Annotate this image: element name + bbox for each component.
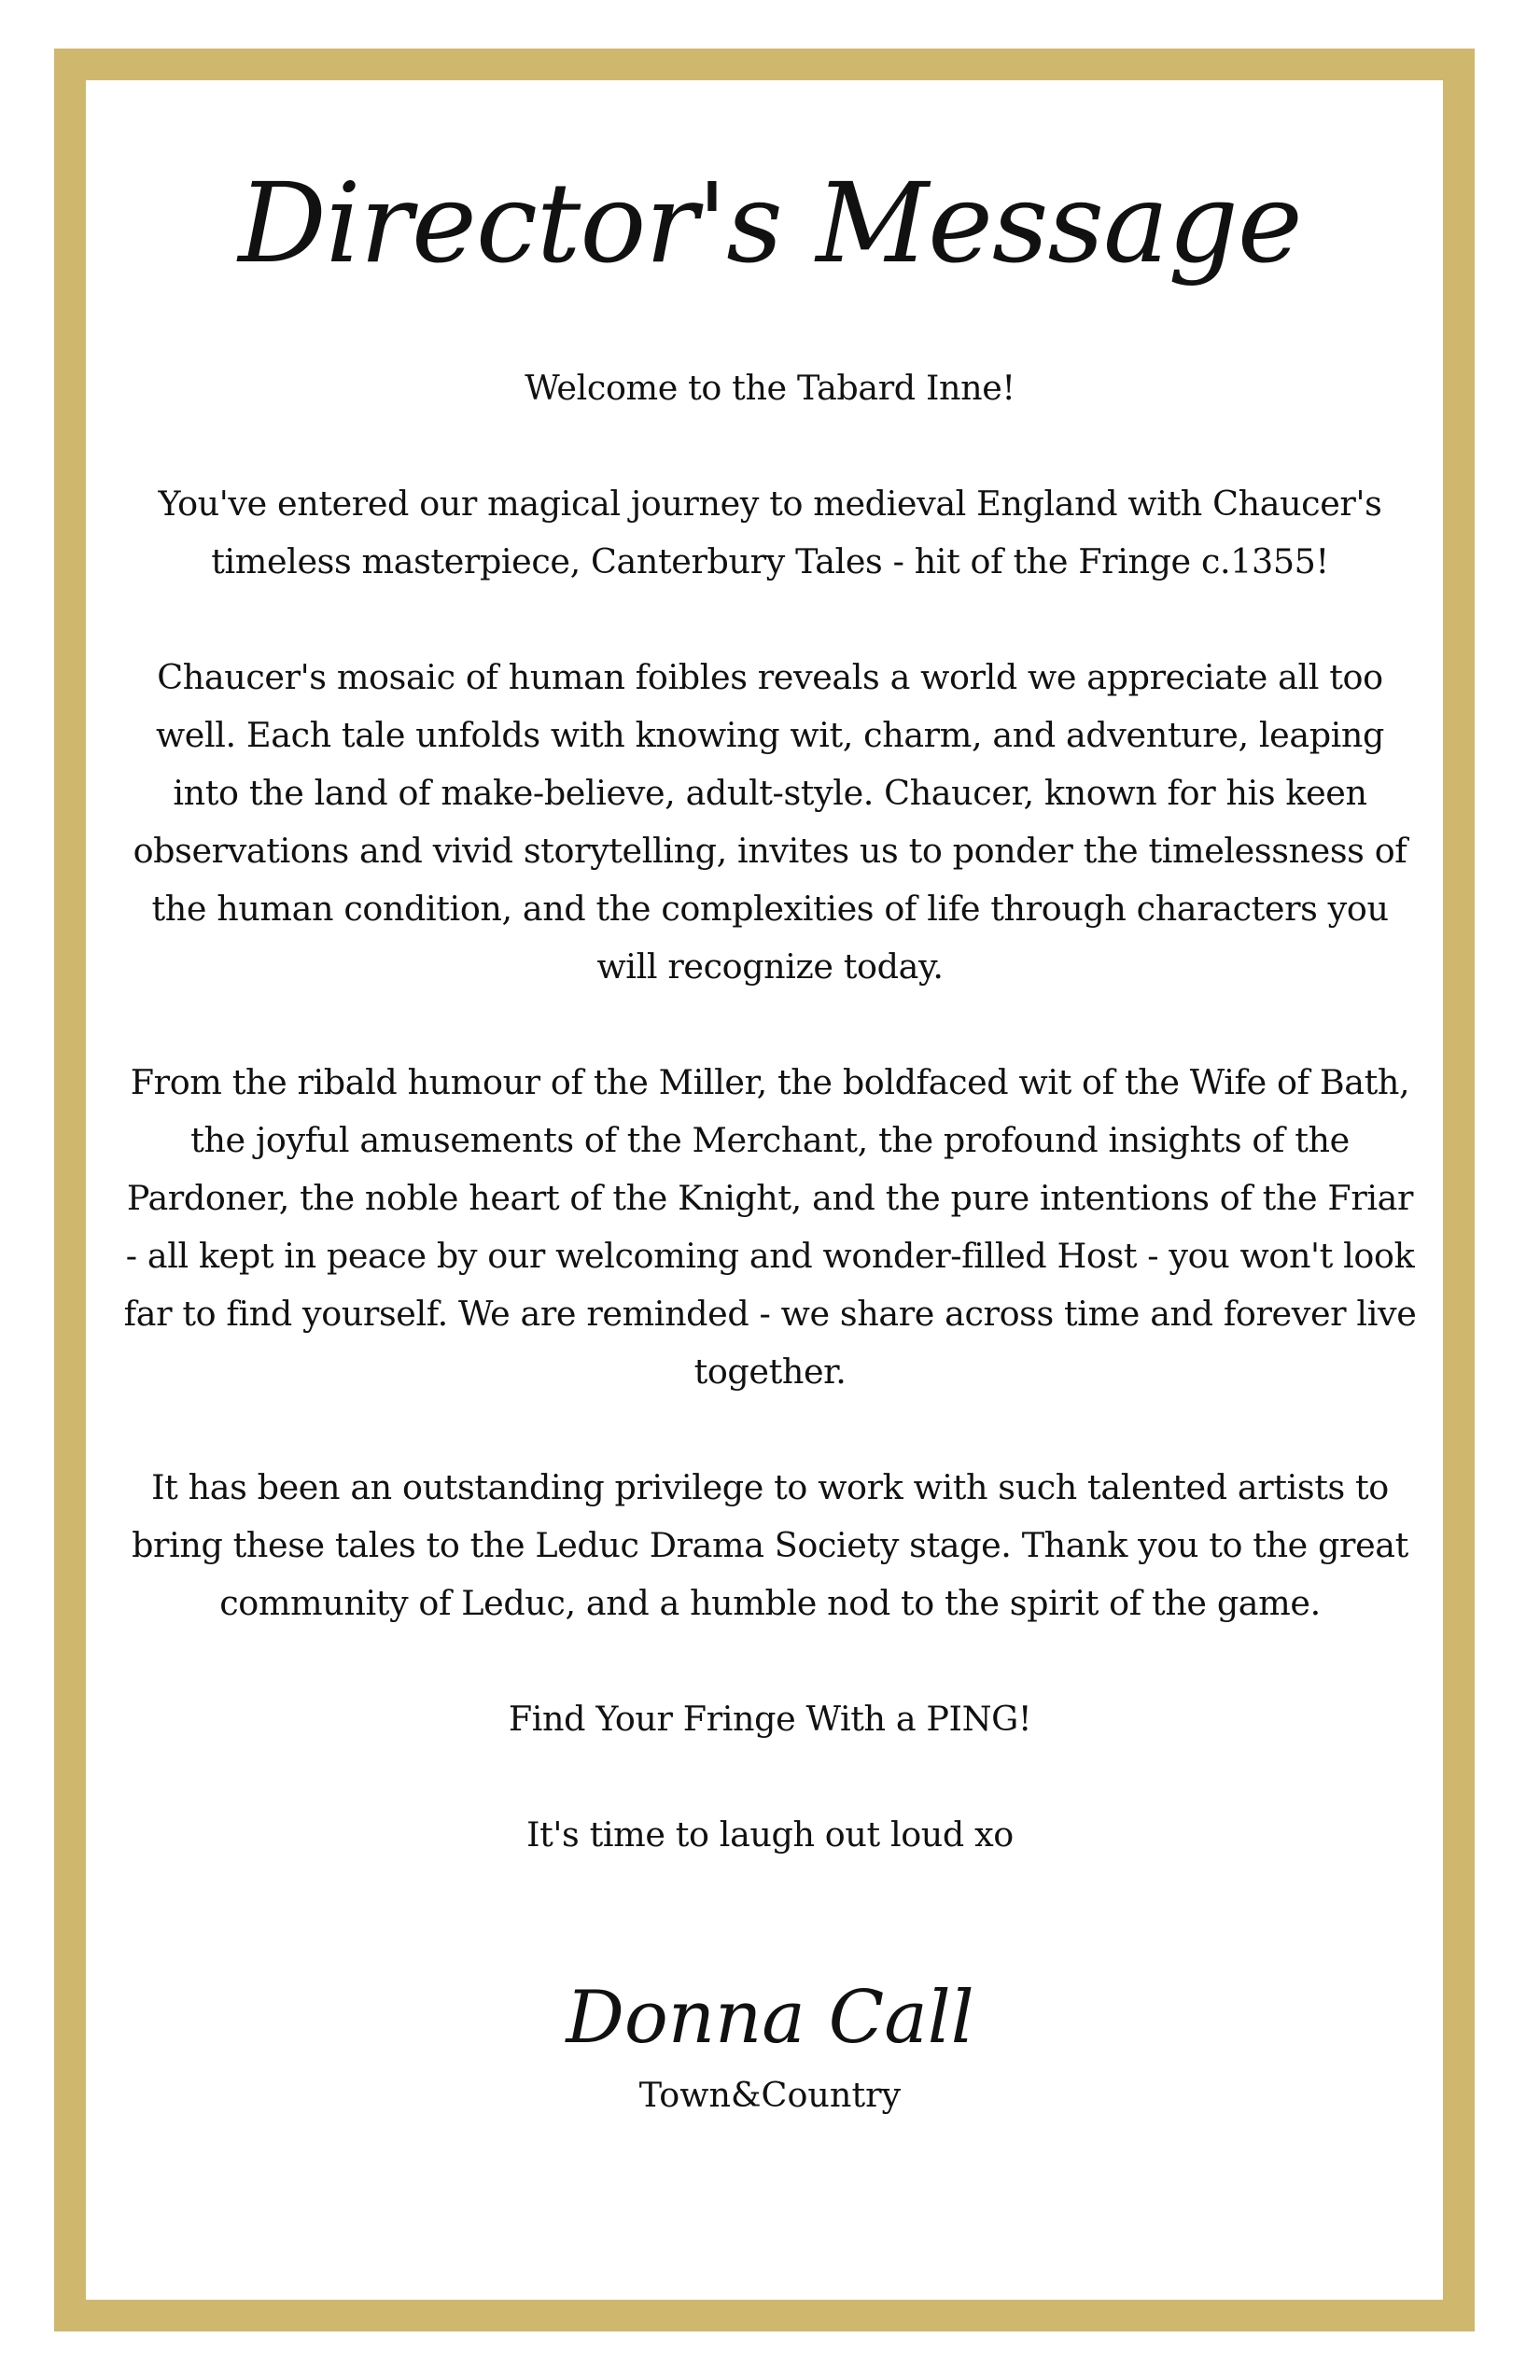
signature-text: Donna Call [566, 1976, 974, 2060]
paragraph-privilege: It has been an outstanding privilege to work with such talented artists to bring these tales to the Leduc Drama Society stage. Thank you to the great community of Leduc, and a humble nod to the spirit of the game. [132, 1467, 1408, 1623]
paragraph-characters: From the ribald humour of the Miller, the boldfaced wit of the Wife of Bath, the joyful amusements of the Merchant, the profound insights of the Pardoner, the noble heart of the Knight, and the pure intentions of the Friar - all kept in peace by our welcoming and wonder-filled Host - you won't look far to find yourself. We are reminded - we share across time and forever live together. [123, 1062, 1417, 1392]
paragraph-welcome: Welcome to the Tabard Inne! [525, 368, 1015, 408]
paragraph-fringe: Find Your Fringe With a PING! [508, 1699, 1032, 1739]
paragraph-laugh: It's time to laugh out loud xo [526, 1814, 1014, 1855]
page-title [0, 112, 1540, 355]
signature-block [0, 1969, 1540, 2119]
paragraph-journey: You've entered our magical journey to medieval England with Chaucer's timeless masterpiece, Canterbury Tales - hit of the Fringe c.1355! [158, 483, 1382, 581]
signature-script [527, 1969, 1013, 2072]
title-text: Director's Message [238, 159, 1302, 287]
paragraph-mosaic: Chaucer's mosaic of human foibles reveals a world we appreciate all too well. Each tale unfolds with knowing wit, charm, and adventure, leaping into the land of make-believe, adult-style. Chaucer, known for his keen observations and vivid storytelling, invites us to ponder the timelessness of the human condition, and the complexities of life through characters you will recognize today. [133, 657, 1407, 987]
message-body [121, 359, 1419, 1922]
company-name: Town&Country [638, 2075, 902, 2115]
title-script [0, 112, 1540, 355]
